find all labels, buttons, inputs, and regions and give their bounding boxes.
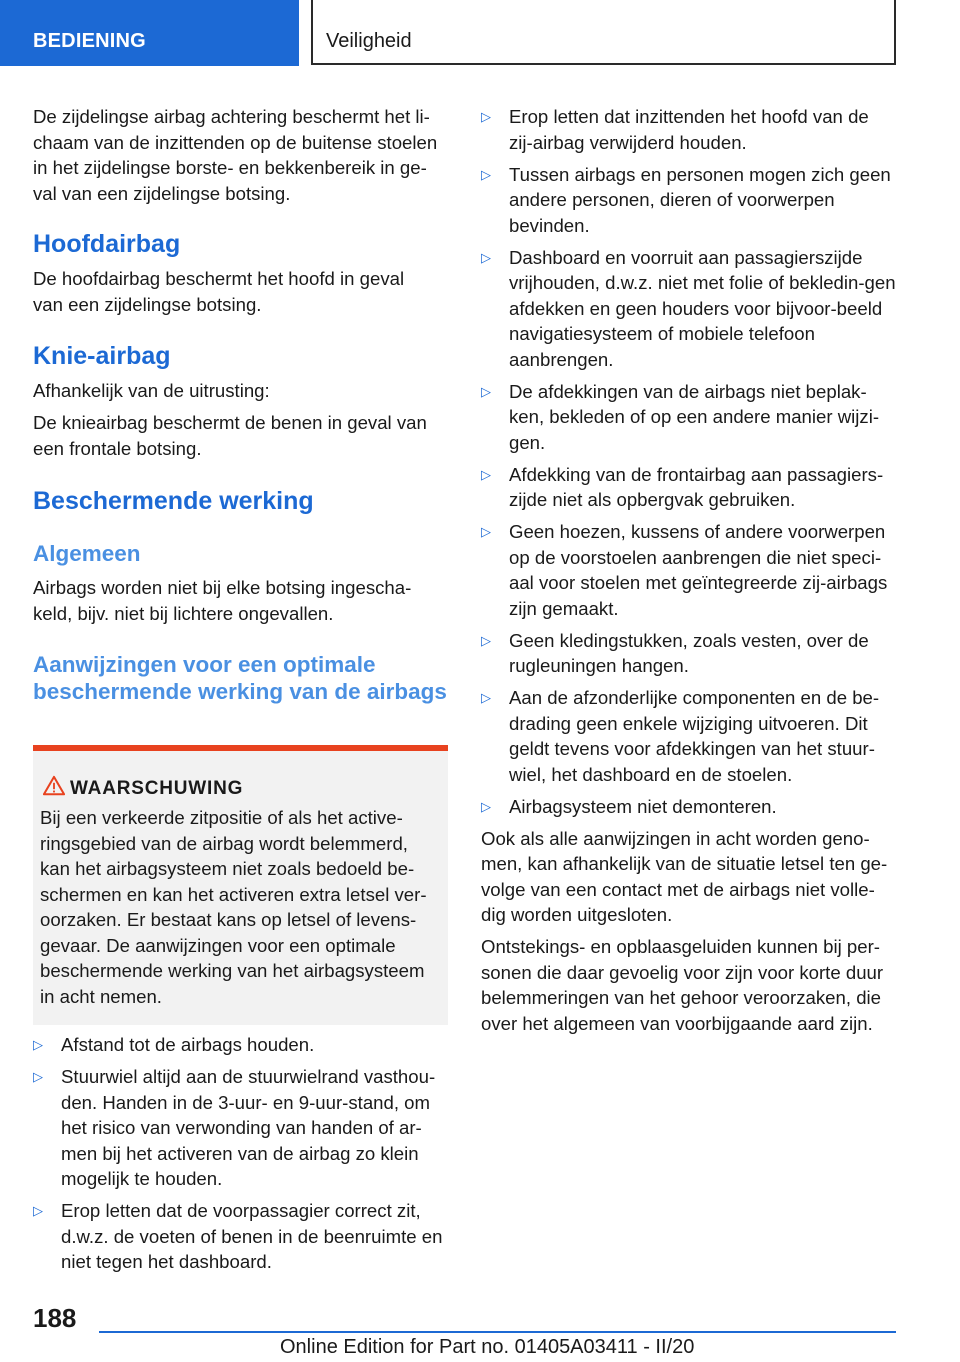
list-item (481, 628, 897, 679)
triangle-bullet-icon: ▷ (481, 632, 491, 648)
right-paragraph-1: Ook als alle aanwijzingen in acht worden geno-men, kan afhankelijk van de situatie letsel ten ge-volge van een contact met de airbags niet volle-dig worden uitgesloten. (481, 827, 888, 925)
triangle-bullet-icon: ▷ (481, 383, 491, 399)
list-item (481, 794, 897, 820)
page-number: 188 (33, 1303, 77, 1333)
triangle-bullet-icon: ▷ (33, 1203, 43, 1218)
heading-aanwijzingen: Aanwijzingen voor een optimale beschermende werking van de airbags (33, 652, 447, 704)
triangle-bullet-icon: ▷ (33, 1069, 43, 1084)
triangle-bullet-icon: ▷ (481, 798, 491, 814)
triangle-bullet-icon: ▷ (481, 166, 491, 182)
list-item-text: Erop letten dat inzittenden het hoofd van de zij-airbag verwijderd houden. (509, 106, 869, 153)
list-item (481, 685, 897, 787)
footer-divider (99, 1331, 896, 1333)
heading-beschermende-werking: Beschermende werking (33, 487, 314, 515)
warning-triangle-icon (43, 775, 65, 797)
list-item (33, 1032, 449, 1058)
hoofdairbag-text: De hoofdairbag beschermt het hoofd in geval van een zijdelingse botsing. (33, 268, 405, 315)
right-column (481, 104, 897, 1036)
triangle-bullet-icon: ▷ (33, 1037, 43, 1052)
list-item-text: Afdekking van de frontairbag aan passagiers-zijde niet als opbergvak gebruiken. (509, 463, 884, 510)
knie-airbag-text1: Afhankelijk van de uitrusting: (33, 380, 270, 401)
list-item (481, 462, 897, 513)
heading-hoofdairbag: Hoofdairbag (33, 230, 181, 258)
knie-airbag-text2: De knieairbag beschermt de benen in geval van een frontale botsing. (33, 412, 427, 459)
list-item (33, 1064, 449, 1192)
warning-label: WAARSCHUWING (70, 778, 244, 799)
list-item-text: Geen hoezen, kussens of andere voorwerpen op de voorstoelen aanbrengen die niet speci-aal voor stoelen met geïntegreerde zij-airbags zijn gemaakt. (509, 521, 888, 619)
warning-text: Bij een verkeerde zitpositie of als het active-ringsgebied van de airbag wordt belemmerd, kan het airbagsysteem niet zoals bedoeld be-schermen en kan het activeren extra letsel ver-oorzaken. Er bestaat kans op letsel of levens-gevaar. De aanwijzingen voor een optimale beschermende werking van het airbagsysteem in acht nemen. (40, 807, 427, 1007)
triangle-bullet-icon: ▷ (481, 690, 491, 705)
list-item-text: Erop letten dat de voorpassagier correct zit, d.w.z. de voeten of benen in de beenruimte en niet tegen het dashboard. (61, 1200, 443, 1272)
chapter-box (311, 0, 896, 65)
list-item-text: Dashboard en voorruit aan passagierszijde vrijhouden, d.w.z. niet met folie of bekledin-gen afdekken en geen houders voor bijvoor-beeld navigatiesysteem of mobiele telefoon aanbrengen. (509, 246, 896, 370)
heading-algemeen: Algemeen (33, 541, 141, 566)
list-item-text: Tussen airbags en personen mogen zich geen andere personen, dieren of voorwerpen bevinden. (509, 163, 891, 236)
list-item-text: Stuurwiel altijd aan de stuurwielrand vasthou-den. Handen in de 3-uur- en 9-uur-stand, om het risico van verwonding van handen of ar-men bij het activeren van de airbag zo klein mogelijk te houden. (61, 1066, 436, 1189)
list-item (481, 245, 897, 373)
left-list (33, 1032, 449, 1281)
list-item-text: Aan de afzonderlijke componenten en de be-drading geen enkele wijziging uitvoeren. Dit geldt tevens voor afdekkingen van het stuur-wiel, het dashboard en de stoelen. (509, 687, 880, 785)
page-header (0, 0, 960, 66)
intro-paragraph: De zijdelingse airbag achtering beschermt het li-chaam van de inzittenden op de buitense stoelen in het zijdelingse borste- en bekkenbereik in ge-val van een zijdelingse botsing. (33, 106, 438, 204)
heading-knie-airbag: Knie-airbag (33, 342, 171, 370)
triangle-bullet-icon: ▷ (481, 109, 491, 124)
triangle-bullet-icon: ▷ (481, 466, 491, 482)
list-item (481, 379, 897, 456)
right-paragraph-2: Ontstekings- en opblaasgeluiden kunnen bij per-sonen die daar gevoelig voor zijn voor korte duur belemmeringen van het gehoor veroorzaken, die over het algemeen van voorbijgaande aard zijn. (481, 936, 884, 1034)
footer-edition: Online Edition for Part no. 01405A03411 - II/20 (280, 1336, 695, 1358)
list-item-text: De afdekkingen van de airbags niet beplak-ken, bekleden of op een andere manier wijzi-gen. (509, 380, 880, 453)
list-item-text: Airbagsysteem niet demonteren. (509, 795, 777, 817)
chapter-label: Veiligheid (326, 30, 412, 52)
warning-box (33, 745, 448, 1025)
list-item (481, 162, 897, 239)
list-item (481, 104, 897, 155)
triangle-bullet-icon: ▷ (481, 524, 491, 539)
list-item (33, 1198, 449, 1275)
triangle-bullet-icon: ▷ (481, 249, 491, 265)
list-item-text: Geen kledingstukken, zoals vesten, over de rugleuningen hangen. (509, 629, 869, 676)
section-label: BEDIENING (33, 30, 146, 52)
algemeen-text: Airbags worden niet bij elke botsing ingescha-keld, bijv. niet bij lichtere ongevallen. (33, 577, 412, 624)
section-tab (0, 0, 299, 66)
list-item-text: Afstand tot de airbags houden. (61, 1034, 315, 1055)
list-item (481, 519, 897, 621)
